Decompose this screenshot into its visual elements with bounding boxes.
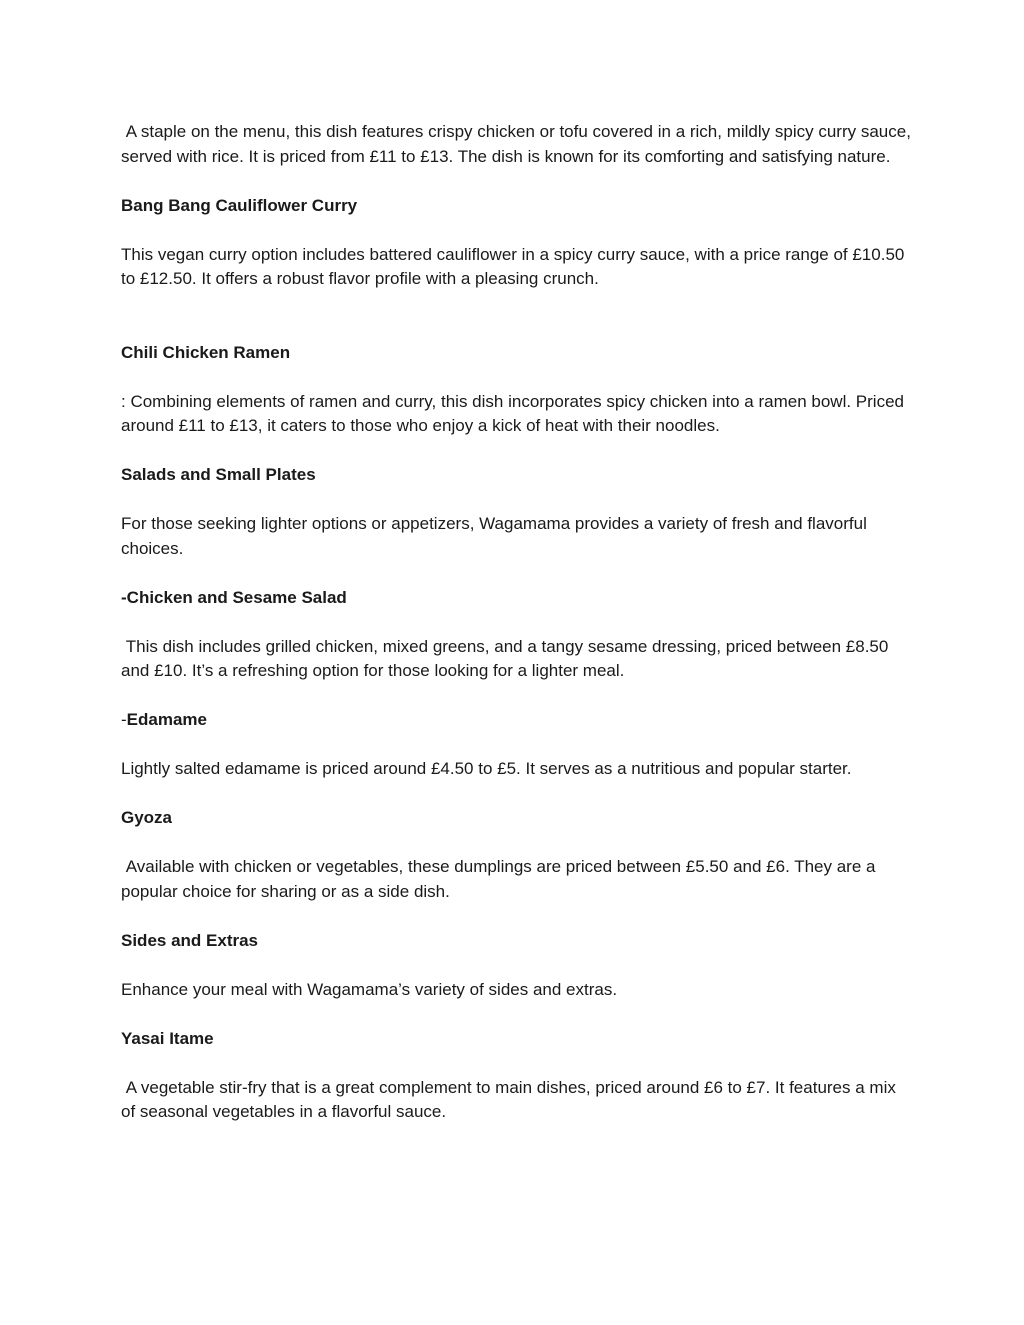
heading-salads-and-small-plates: Salads and Small Plates [121,465,316,484]
document-page [121,120,916,1125]
heading-gyoza: Gyoza [121,808,173,827]
paragraph-yasai-itame: A vegetable stir-fry that is a great complement to main dishes, priced around £6 to £7. It features a mix of seasonal vegetables in a flavorful sauce. [121,1077,901,1121]
paragraph-gyoza: Available with chicken or vegetables, these dumplings are priced between £5.50 and £6. They are a popular choice for sharing or as a side dish. [121,857,881,901]
heading-yasai-itame: Yasai Itame [121,1028,214,1048]
paragraph-chili-chicken-ramen: : Combining elements of ramen and curry, this dish incorporates spicy chicken into a ramen bowl. Priced around £11 to £13, it caters to those who enjoy a kick of heat with their noodles. [121,391,909,435]
heading-sides-and-extras: Sides and Extras [121,930,259,950]
intro-paragraph: A staple on the menu, this dish features crispy chicken or tofu covered in a rich, mildly spicy curry sauce, served with rice. It is priced from £11 to £13. The dish is known for its comforting and satisfying nature. [121,122,916,166]
paragraph-salads-and-small-plates: For those seeking lighter options or appetizers, Wagamama provides a variety of fresh and flavorful choices. [121,514,872,558]
paragraph-edamame: Lightly salted edamame is priced around £4.50 to £5. It serves as a nutritious and popular starter. [121,759,852,778]
heading-chili-chicken-ramen: Chili Chicken Ramen [121,342,291,362]
heading-edamame [121,708,911,733]
paragraph-chicken-and-sesame-salad: This dish includes grilled chicken, mixed greens, and a tangy sesame dressing, priced between £8.50 and £10. It’s a refreshing option for those looking for a lighter meal. [121,636,894,680]
heading-chicken-and-sesame-salad: -Chicken and Sesame Salad [121,587,347,607]
heading-prefix: - [121,710,127,729]
heading-bang-bang-cauliflower-curry: Bang Bang Cauliflower Curry [121,195,358,215]
paragraph-sides-and-extras: Enhance your meal with Wagamama’s variety of sides and extras. [121,979,618,999]
heading-edamame-text: Edamame [126,710,207,729]
paragraph-bang-bang-cauliflower-curry: This vegan curry option includes battered cauliflower in a spicy curry sauce, with a price range of £10.50 to £12.50. It offers a robust flavor profile with a pleasing crunch. [121,244,910,288]
